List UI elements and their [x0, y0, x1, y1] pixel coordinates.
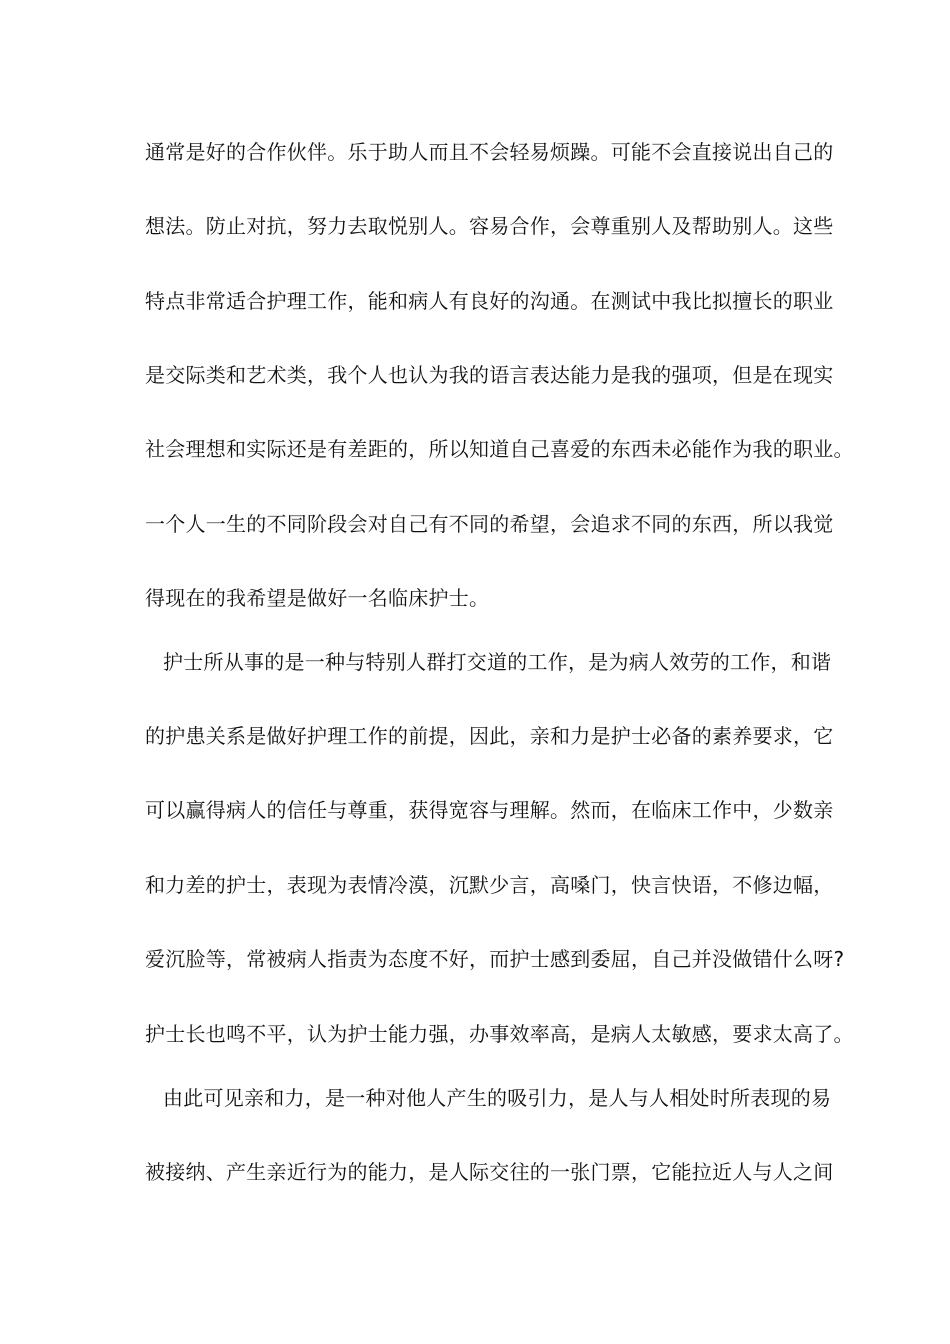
paragraph-line-6: 一个人一生的不同阶段会对自己有不同的希望，会追求不同的东西，所以我觉	[145, 512, 834, 536]
paragraph-line-12: 爱沉脸等，常被病人指责为态度不好，而护士感到委屈，自己并没做错什么呀?	[145, 947, 845, 971]
paragraph-line-7: 得现在的我希望是做好一名临床护士。	[145, 586, 490, 610]
paragraph-line-11: 和力差的护士，表现为表情冷漠，沉默少言，高嗓门，快言快语，不修边幅，	[145, 873, 834, 897]
paragraph-line-15: 被接纳、产生亲近行为的能力，是人际交往的一张门票，它能拉近人与人之间	[145, 1160, 834, 1184]
paragraph-line-10: 可以赢得病人的信任与尊重，获得宽容与理解。然而，在临床工作中，少数亲	[145, 798, 834, 822]
paragraph-line-3: 特点非常适合护理工作，能和病人有良好的沟通。在测试中我比拟擅长的职业	[145, 289, 834, 313]
paragraph-line-5: 社会理想和实际还是有差距的，所以知道自己喜爱的东西未必能作为我的职业。	[145, 437, 854, 461]
paragraph-line-4: 是交际类和艺术类，我个人也认为我的语言表达能力是我的强项，但是在现实	[145, 363, 834, 387]
paragraph-line-14: 由此可见亲和力，是一种对他人产生的吸引力，是人与人相处时所表现的易	[163, 1086, 832, 1110]
paragraph-line-1: 通常是好的合作伙伴。乐于助人而且不会轻易烦躁。可能不会直接说出自己的	[145, 140, 834, 164]
paragraph-line-2: 想法。防止对抗，努力去取悦别人。容易合作，会尊重别人及帮助别人。这些	[145, 214, 834, 238]
paragraph-line-13: 护士长也鸣不平，认为护士能力强，办事效率高，是病人太敏感，要求太高了。	[145, 1022, 854, 1046]
paragraph-line-9: 的护患关系是做好护理工作的前提，因此，亲和力是护士必备的素养要求，它	[145, 724, 834, 748]
paragraph-line-8: 护士所从事的是一种与特别人群打交道的工作，是为病人效劳的工作，和谐	[163, 650, 832, 674]
